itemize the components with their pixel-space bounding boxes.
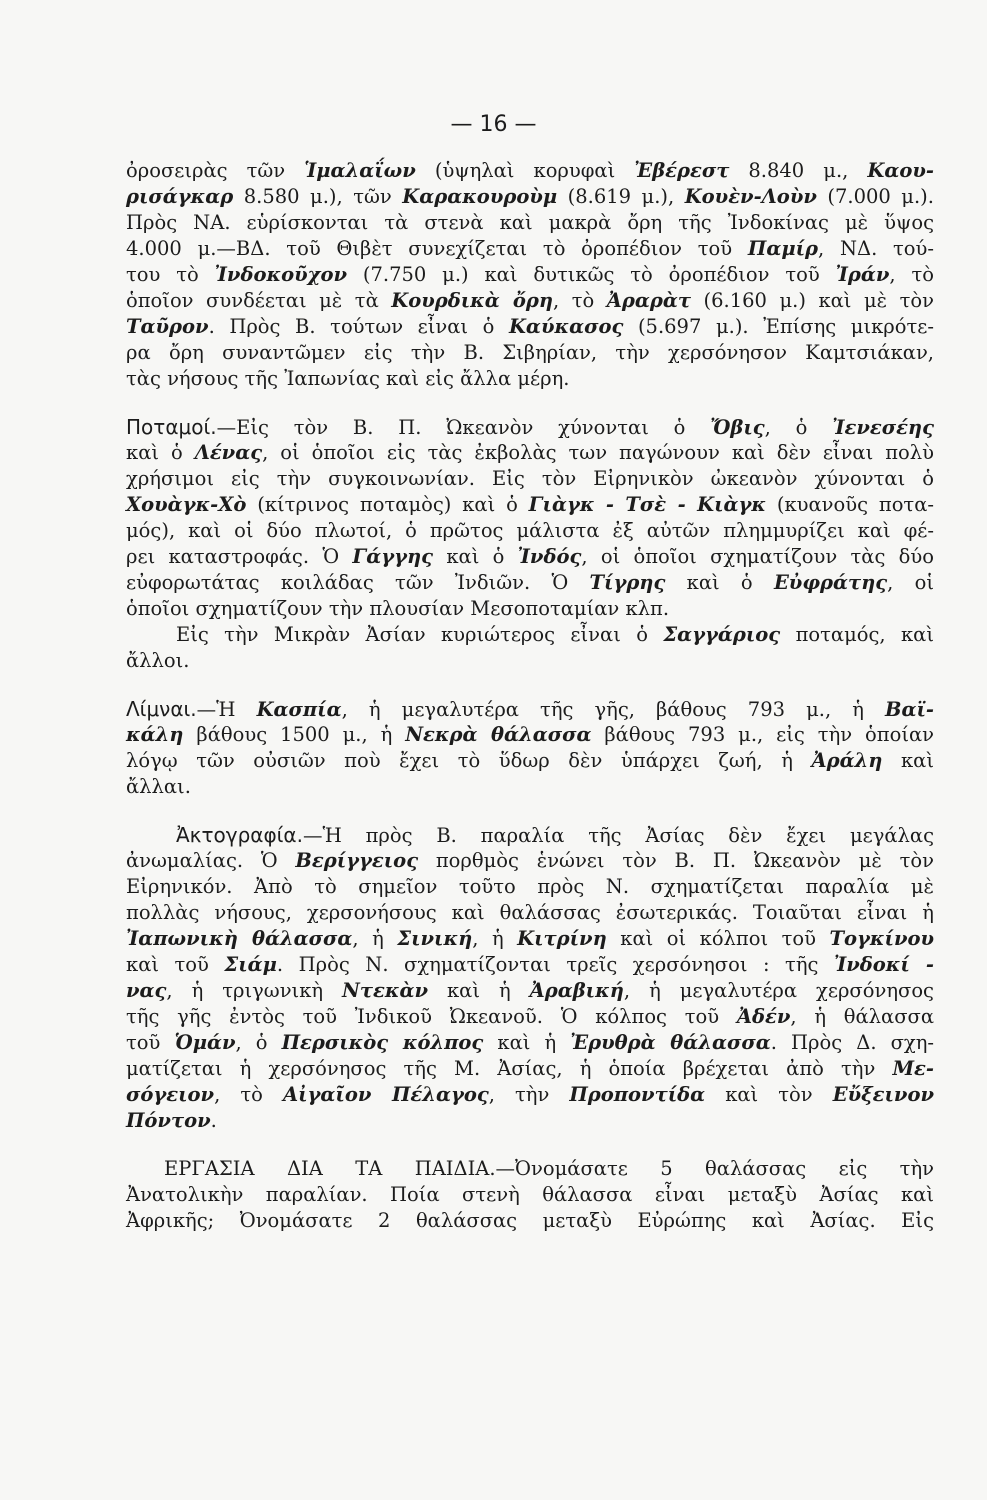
text-run: , ὁ [235,1031,282,1054]
text-run: ἄλλαι. [126,775,191,798]
emphasized-term: Ἐβέρεστ [634,159,730,182]
emphasized-term: Κιτρίνη [517,927,607,950]
text-run: καὶ τοῦ [126,953,225,976]
emphasized-term: Καου- [867,159,934,182]
emphasized-term: Ἐρυθρὰ θάλασσα [570,1031,771,1054]
text-run: , ὁ [764,416,833,439]
text-run: ἀνωμαλίας. Ὁ [126,849,296,872]
text-run: τῆς γῆς ἐντὸς τοῦ Ἰνδικοῦ Ὠκεανοῦ. Ὁ κόλπος τοῦ [126,1005,737,1028]
text-run: . Πρὸς Δ. σχη- [770,1031,935,1054]
text-run: καὶ οἱ κόλποι τοῦ [606,927,830,950]
emphasized-term: Ὁμάν [174,1031,236,1054]
text-run: , ἡ τριγωνικὴ [166,979,343,1002]
text-run: εὐφορωτάτας κοιλάδας τῶν Ἰνδιῶν. Ὁ [126,571,590,594]
text-line [126,466,934,492]
text-run: (7.750 μ.) καὶ δυτικῶς τὸ ὀροπέδιον τοῦ [346,263,836,286]
text-run: Εἰρηνικόν. Ἀπὸ τὸ σημεῖον τοῦτο πρὸς Ν. σχηματίζεται παραλία μὲ [126,875,934,898]
text-run: καὶ ἡ [483,1031,571,1054]
text-run: λόγῳ τῶν οὐσιῶν ποὺ ἔχει τὸ ὕδωρ δὲν ὑπάρχει ζωή, ἡ [126,749,812,772]
text-run: τοῦ [126,1031,175,1054]
emphasized-term: Καύκασος [508,315,624,338]
text-run: 8.840 μ., [729,159,868,182]
text-line [126,440,934,466]
text-line [126,1182,934,1208]
emphasized-term: Με- [892,1057,934,1080]
emphasized-term: Ἀράλη [811,749,883,772]
text-run: , τὸ [553,289,607,312]
text-line [126,340,934,366]
text-line [126,210,934,236]
text-line [126,544,934,570]
emphasized-term: Αἰγαῖον Πέλαγος [282,1083,489,1106]
text-run: καὶ [882,749,934,772]
emphasized-term: Τογκίνου [829,927,935,950]
text-run: μός), καὶ οἱ δύο πλωτοί, ὁ πρῶτος μάλιστα ἐξ αὐτῶν πλημμυρίζει καὶ φέ- [126,519,934,542]
text-run: , ἡ [472,927,518,950]
text-run: , οἱ ὁποῖοι εἰς τὰς ἐκβολὰς των παγώνουν καὶ δὲν εἶναι πολὺ [262,441,934,464]
section-heading: Ἀκτογραφία. [176,823,303,847]
text-run: ὀροσειρὰς τῶν [126,159,305,182]
text-run: Πρὸς ΝΑ. εὑρίσκονται τὰ στενὰ καὶ μακρὰ ὄρη τῆς Ἰνδοκίνας μὲ ὕψος [126,211,934,234]
emphasized-term: Ἰενεσέης [832,416,934,439]
emphasized-term: Κασπία [256,698,342,721]
text-line [126,748,934,774]
page-number: — 16 — [450,112,537,137]
emphasized-term: Χουὰγκ-Χὸ [126,493,247,516]
text-line [126,492,934,518]
text-run: (5.697 μ.). Ἐπίσης μικρότε- [623,315,934,338]
text-run: Εἰς τὴν Μικρὰν Ἀσίαν κυριώτερος εἶναι ὁ [176,623,664,646]
text-line [126,926,934,952]
text-run: , ἡ μεγαλυτέρα τῆς γῆς, βάθους 793 μ., ἡ [341,698,885,721]
text-run: , ΝΔ. τού- [818,237,934,260]
emphasized-term: Ἰαπωνικὴ θάλασσα [126,927,353,950]
text-run: , τὸ [889,263,934,286]
emphasized-term: Σαγγάριος [663,623,781,646]
emphasized-term: Πόντον [126,1109,211,1132]
body-text [126,158,934,1234]
text-run: . Πρὸς Β. τούτων εἶναι ὁ [208,315,509,338]
text-line [126,262,934,288]
emphasized-term: Λένας [194,441,263,464]
text-line [126,900,934,926]
text-line [126,158,934,184]
emphasized-term: Ἀραβική [529,979,624,1002]
emphasized-term: Ὄβις [710,416,765,439]
text-line [126,822,934,848]
emphasized-term: Ἱμαλαΐων [304,159,416,182]
emphasized-term: κάλη [126,723,184,746]
text-run: Ἀνατολικὴν παραλίαν. Ποία στενὴ θάλασσα εἶναι μεταξὺ Ἀσίας καὶ [126,1183,934,1206]
text-line [126,570,934,596]
text-run: καὶ ὁ [126,441,195,464]
emphasized-term: Ντεκὰν [342,979,428,1002]
text-line [126,1108,934,1134]
emphasized-term: Κουὲν-Λοὺν [684,185,817,208]
text-line [126,848,934,874]
text-run: ΕΡΓΑΣΙΑ ΔΙΑ ΤΑ ΠΑΙΔΙΑ.—Ὀνομάσατε 5 θαλάσσας εἰς τὴν [164,1157,934,1180]
text-run: ματίζεται ἡ χερσόνησος τῆς Μ. Ἀσίας, ἡ ὁποία βρέχεται ἀπὸ τὴν [126,1057,893,1080]
text-line [126,1030,934,1056]
text-run: . Πρὸς Ν. σχηματίζονται τρεῖς χερσόνησοι : τῆς [276,953,834,976]
emphasized-term: Καρακουροὺμ [402,185,558,208]
emphasized-term: σόγειον [126,1083,215,1106]
text-run: καὶ τὸν [705,1083,833,1106]
emphasized-term: Γάγγης [352,545,434,568]
text-run: καὶ ἡ [428,979,530,1002]
emphasized-term: Ἰνδός [517,545,582,568]
text-run: (κίτρινος ποταμὸς) καὶ ὁ [246,493,529,516]
text-run: , ἡ θάλασσα [790,1005,934,1028]
text-run: (8.619 μ.), [557,185,685,208]
emphasized-term: Ἰράν [835,263,890,286]
emphasized-term: Σινική [397,927,473,950]
text-run: 4.000 μ.—ΒΔ. τοῦ Θιβὲτ συνεχίζεται τὸ ὀροπέδιον τοῦ [126,237,748,260]
text-line [126,696,934,722]
text-run: ρει καταστροφάς. Ὁ [126,545,353,568]
text-line [126,774,934,800]
text-run: ποταμός, καὶ [780,623,934,646]
emphasized-term: Παμίρ [747,237,818,260]
text-line [126,622,934,648]
text-line [126,648,934,674]
text-run: πολλὰς νήσους, χερσονήσους καὶ θαλάσσας ἐσωτερικάς. Τοιαῦται εἶναι ἡ [126,901,934,924]
text-run: (7.000 μ.). [816,185,934,208]
text-line [126,518,934,544]
text-run: , ἡ [352,927,398,950]
text-run: 8.580 μ.), τῶν [233,185,403,208]
emphasized-term: Κουρδικὰ ὄρη [391,289,554,312]
emphasized-term: Περσικὸς κόλπος [281,1031,484,1054]
text-line [126,952,934,978]
emphasized-term: Ταῦρον [126,315,209,338]
emphasized-term: Ἰνδοκί - [833,953,935,976]
emphasized-term: Τίγρης [589,571,666,594]
text-run: (ὑψηλαὶ κορυφαὶ [415,159,635,182]
text-line [126,1156,934,1182]
text-line [126,978,934,1004]
text-run: (κυανοῦς ποτα- [766,493,934,516]
text-run: , ἡ μεγαλυτέρα χερσόνησος [623,979,934,1002]
emphasized-term: Γιὰγκ - Τσὲ - Κιὰγκ [528,493,766,516]
text-run: , οἱ [887,571,934,594]
emphasized-term: Βερίγγειος [295,849,419,872]
text-line [126,184,934,210]
text-line [126,722,934,748]
emphasized-term: Εὐφράτης [773,571,888,594]
text-run: Ἀφρικῆς; Ὀνομάσατε 2 θαλάσσας μεταξὺ Εὐρώπης καὶ Ἀσίας. Εἰς [126,1209,934,1232]
text-line [126,236,934,262]
section-heading: Ποταμοί. [126,415,217,439]
text-run: , τὸ [214,1083,283,1106]
emphasized-term: νας [126,979,167,1002]
text-run: ρα ὄρη συναντῶμεν εἰς τὴν Β. Σιβηρίαν, τὴν χερσόνησον Καμτσιάκαν, [126,341,934,364]
text-run: —Εἰς τὸν Β. Π. Ὠκεανὸν χύνονται ὁ [216,416,711,439]
emphasized-term: Ἀραρὰτ [606,289,691,312]
text-run: —Ἡ [196,698,257,721]
text-run: βάθους 793 μ., εἰς τὴν ὁποίαν [591,723,934,746]
text-run: ὁποῖοι σχηματίζουν τὴν πλουσίαν Μεσοποταμίαν κλπ. [126,597,670,620]
text-line [126,1056,934,1082]
text-line [126,596,934,622]
emphasized-term: Ἀδέν [736,1005,791,1028]
text-run: καὶ ὁ [433,545,518,568]
emphasized-term: Εὔξεινον [832,1083,935,1106]
text-line [126,314,934,340]
text-run: —Ἡ πρὸς Β. παραλία τῆς Ἀσίας δὲν ἔχει μεγάλας [302,824,934,847]
text-line [126,874,934,900]
text-run: τὰς νήσους τῆς Ἰαπωνίας καὶ εἰς ἄλλα μέρη. [126,367,570,390]
emphasized-term: Προποντίδα [569,1083,706,1106]
text-line [126,1208,934,1234]
text-run: καὶ ὁ [665,571,774,594]
text-run: χρήσιμοι εἰς τὴν συγκοινωνίαν. Εἰς τὸν Εἰρηνικὸν ὠκεανὸν χύνονται ὁ [126,467,934,490]
text-run: , τὴν [488,1083,570,1106]
emphasized-term: Ἰνδοκοῦχον [214,263,347,286]
text-line [126,366,934,392]
text-line [126,1082,934,1108]
text-line [126,288,934,314]
text-line [126,1004,934,1030]
emphasized-term: Νεκρὰ θάλασσα [405,723,592,746]
emphasized-term: ρισάγκαρ [126,185,234,208]
text-run: , οἱ ὁποῖοι σχηματίζουν τὰς δύο [581,545,935,568]
text-run: βάθους 1500 μ., ἡ [183,723,406,746]
section-heading: Λίμναι. [126,697,197,721]
text-run: ἄλλοι. [126,649,190,672]
text-run: ὁποῖον συνδέεται μὲ τὰ [126,289,392,312]
text-run: . [210,1109,217,1132]
text-run: (6.160 μ.) καὶ μὲ τὸν [691,289,934,312]
emphasized-term: Βαϊ- [884,698,934,721]
emphasized-term: Σιάμ [224,953,277,976]
text-run: πορθμὸς ἑνώνει τὸν Β. Π. Ὠκεανὸν μὲ τὸν [418,849,934,872]
text-line [126,414,934,440]
text-run: του τὸ [126,263,215,286]
